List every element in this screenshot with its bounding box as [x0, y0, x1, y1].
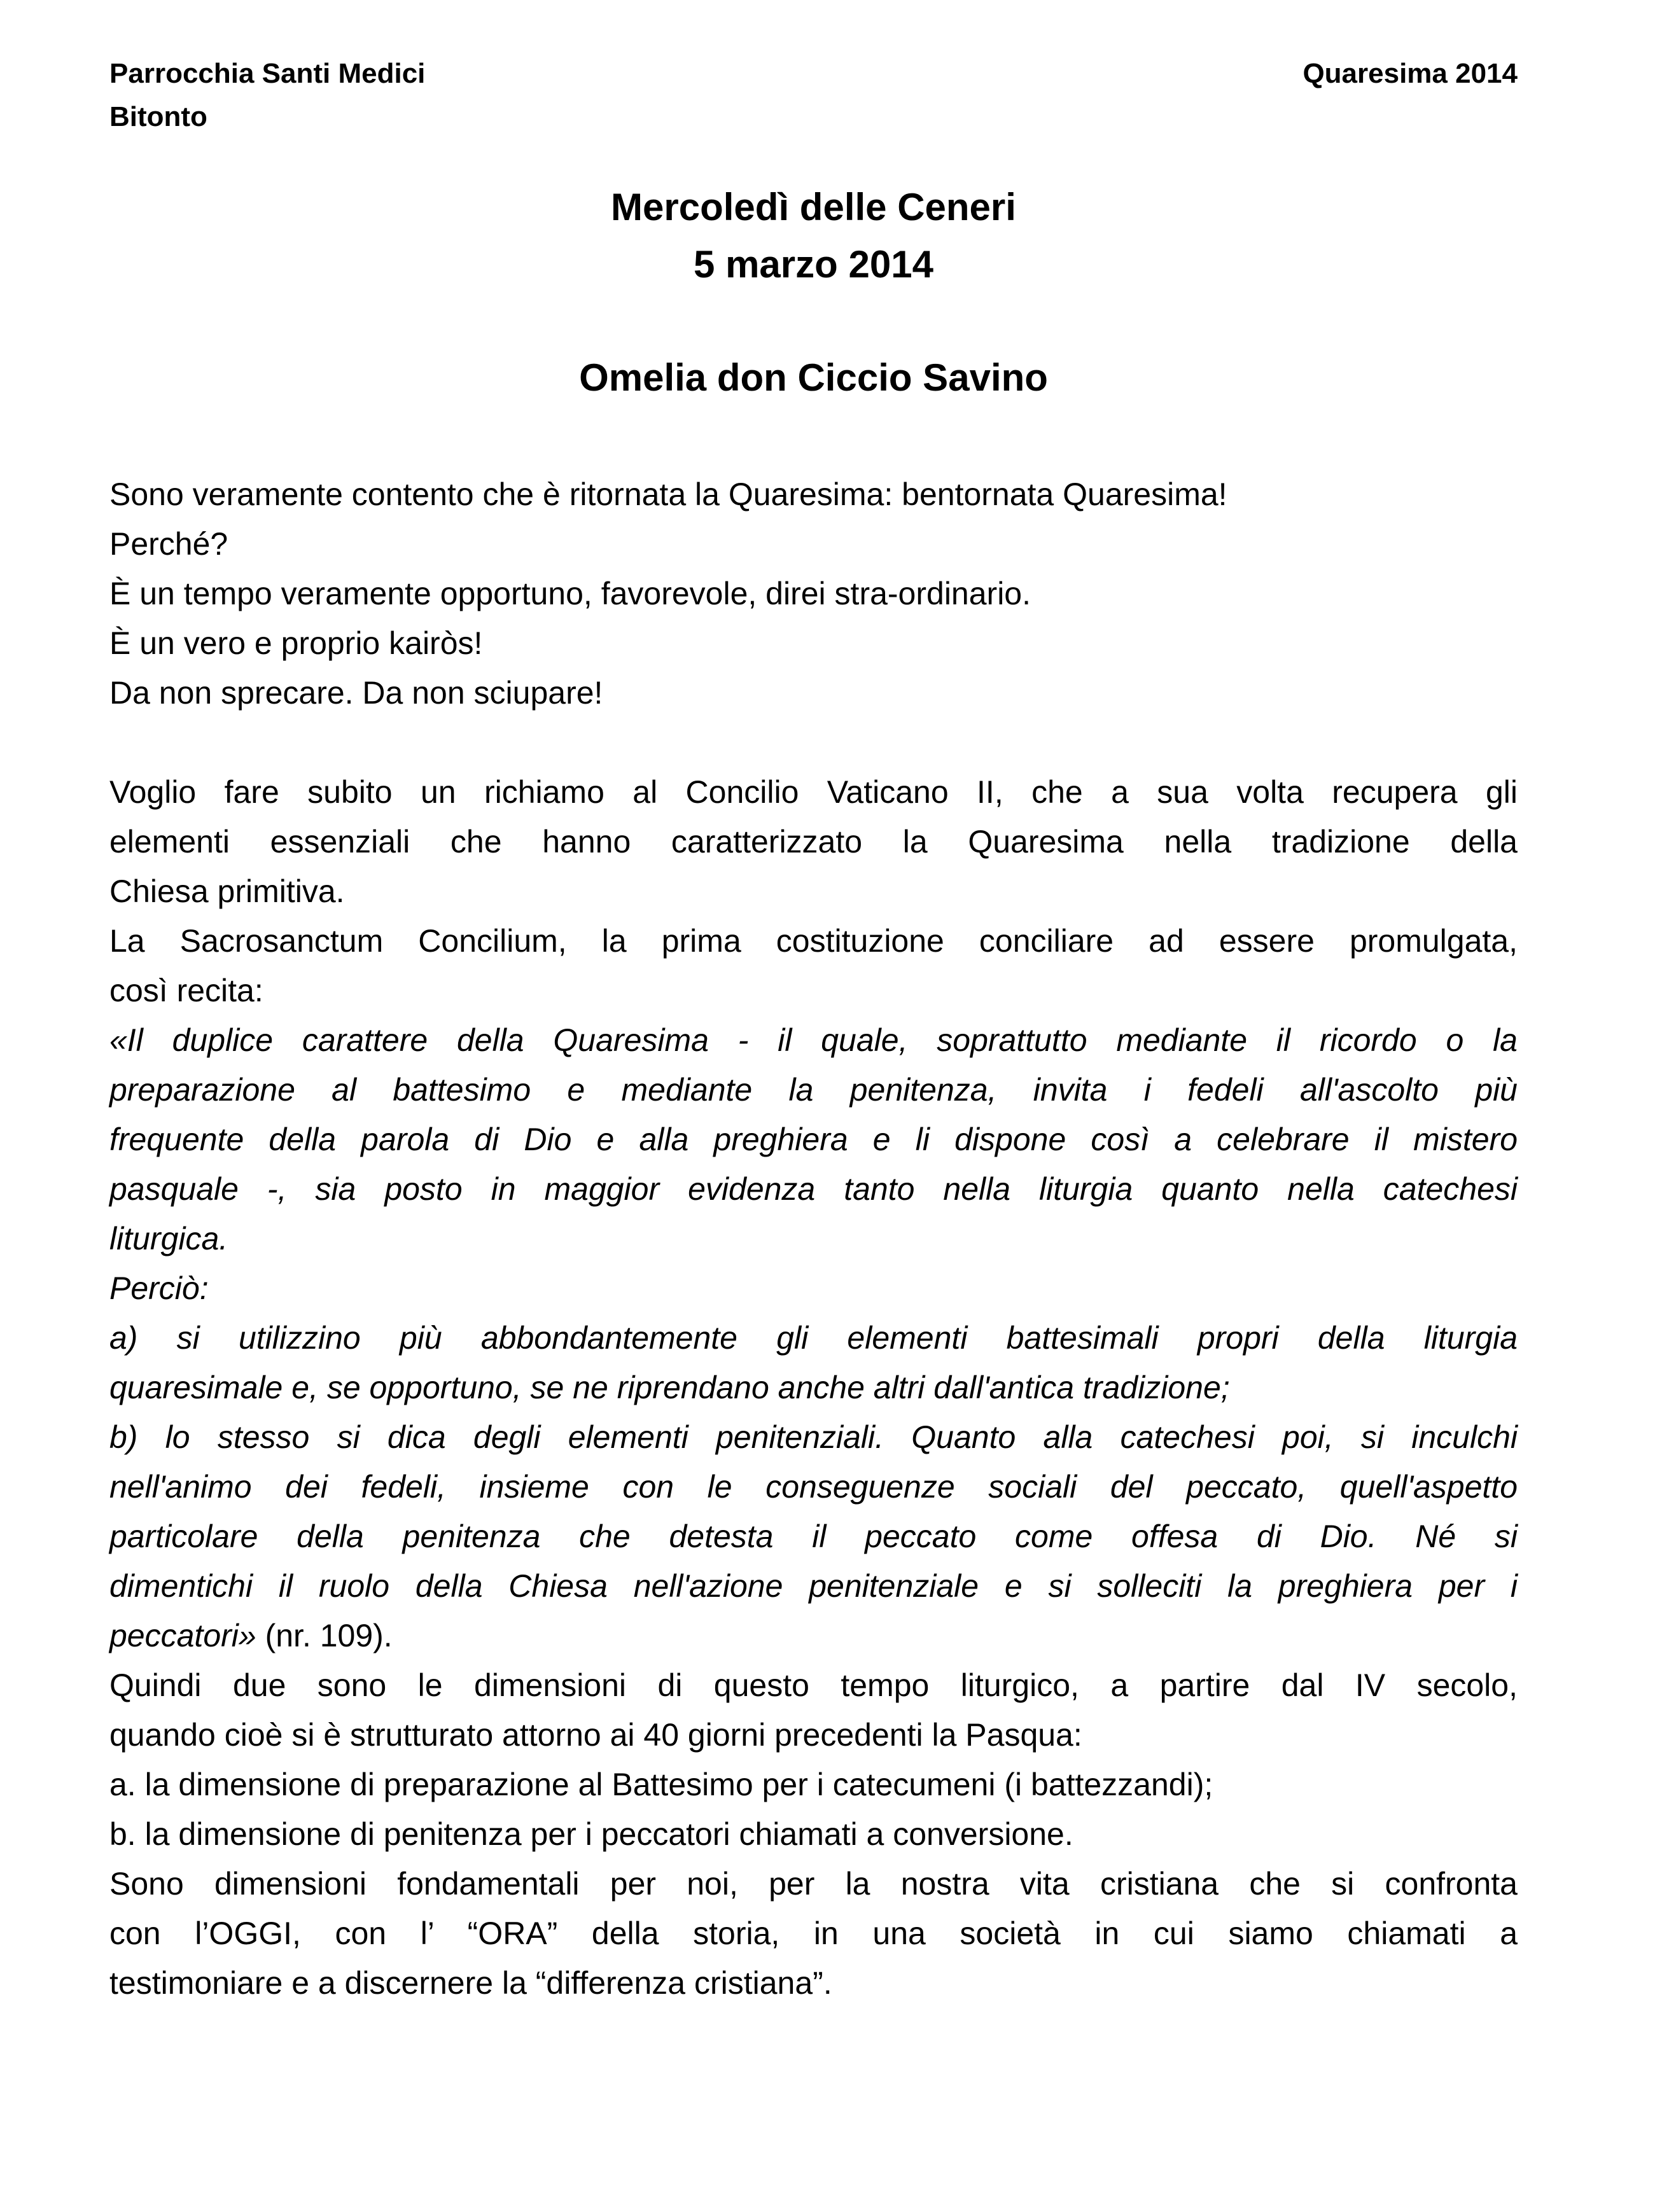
- quote-line: b) lo stesso si dica degli elementi penitenziali. Quanto alla catechesi poi, si inculchi: [109, 1419, 1518, 1455]
- text-line: È un vero e proprio kairòs!: [109, 625, 483, 661]
- quote-line: preparazione al battesimo e mediante la penitenza, invita i fedeli all'ascolto più: [109, 1072, 1518, 1108]
- quote-line: Perciò:: [109, 1270, 209, 1306]
- list-item: a. la dimensione di preparazione al Battesimo per i catecumeni (i battezzandi);: [109, 1767, 1213, 1802]
- quote-end-text: peccatori»: [109, 1618, 256, 1653]
- parish-city: Bitonto: [109, 101, 207, 132]
- text-line: È un tempo veramente opportuno, favorevole, direi stra-ordinario.: [109, 576, 1031, 611]
- quote-line: a) si utilizzino più abbondantemente gli elementi battesimali propri della liturgia: [109, 1320, 1518, 1356]
- text-line: Sono dimensioni fondamentali per noi, per la nostra vita cristiana che si confronta: [109, 1866, 1518, 1902]
- parish-info: [109, 52, 425, 139]
- quote-line: dimentichi il ruolo della Chiesa nell'azione penitenziale e si solleciti la preghiera per i: [109, 1568, 1518, 1604]
- council-paragraph: [109, 767, 1518, 1660]
- text-line: Perché?: [109, 526, 228, 562]
- homily-title: Omelia don Ciccio Savino: [579, 356, 1048, 399]
- text-line: Sono veramente contento che è ritornata la Quaresima: bentornata Quaresima!: [109, 476, 1227, 512]
- season-year: Quaresima 2014: [1302, 58, 1518, 89]
- quote-line: pasquale -, sia posto in maggior evidenza tanto nella liturgia quanto nella catechesi: [109, 1171, 1518, 1207]
- text-line: con l’OGGI, con l’ “ORA” della storia, in una società in cui siamo chiamati a: [109, 1916, 1518, 1951]
- text-line: La Sacrosanctum Concilium, la prima costituzione conciliare ad essere promulgata,: [109, 923, 1518, 959]
- dimensions-paragraph: [109, 1660, 1518, 2008]
- paragraph-spacer: [109, 718, 1518, 767]
- quote-line: «Il duplice carattere della Quaresima - il quale, soprattutto mediante il ricordo o la: [109, 1022, 1518, 1058]
- text-line: così recita:: [109, 973, 263, 1008]
- quote-end-line: [109, 1611, 1518, 1660]
- quote-line: frequente della parola di Dio e alla preghiera e li dispone così a celebrare il mistero: [109, 1122, 1518, 1157]
- quote-line: quaresimale e, se opportuno, se ne riprendano anche altri dall'antica tradizione;: [109, 1370, 1230, 1405]
- intro-paragraph: [109, 470, 1518, 718]
- quote-line: liturgica.: [109, 1221, 228, 1256]
- parish-name: Parrocchia Santi Medici: [109, 58, 426, 89]
- text-line: Quindi due sono le dimensioni di questo tempo liturgico, a partire dal IV secolo,: [109, 1667, 1518, 1703]
- quote-line: particolare della penitenza che detesta il peccato come offesa di Dio. Né si: [109, 1519, 1518, 1554]
- occasion-title: Mercoledì delle Ceneri: [611, 186, 1016, 228]
- quote-line: nell'animo dei fedeli, insieme con le conseguenze sociali del peccato, quell'aspetto: [109, 1469, 1518, 1505]
- date-title: 5 marzo 2014: [694, 243, 933, 286]
- text-line: elementi essenziali che hanno caratterizzato la Quaresima nella tradizione della: [109, 824, 1518, 859]
- homily-body: [109, 470, 1518, 2008]
- quote-citation: (nr. 109).: [256, 1618, 393, 1653]
- list-item: b. la dimensione di penitenza per i peccatori chiamati a conversione.: [109, 1816, 1073, 1852]
- text-line: Voglio fare subito un richiamo al Concilio Vaticano II, che a sua volta recupera gli: [109, 774, 1518, 810]
- text-line: Chiesa primitiva.: [109, 873, 345, 909]
- text-line: testimoniare e a discernere la “differenza cristiana”.: [109, 1965, 832, 2001]
- season-label: [1302, 52, 1518, 95]
- text-line: quando cioè si è strutturato attorno ai 40 giorni precedenti la Pasqua:: [109, 1717, 1082, 1753]
- text-line: Da non sprecare. Da non sciupare!: [109, 675, 603, 711]
